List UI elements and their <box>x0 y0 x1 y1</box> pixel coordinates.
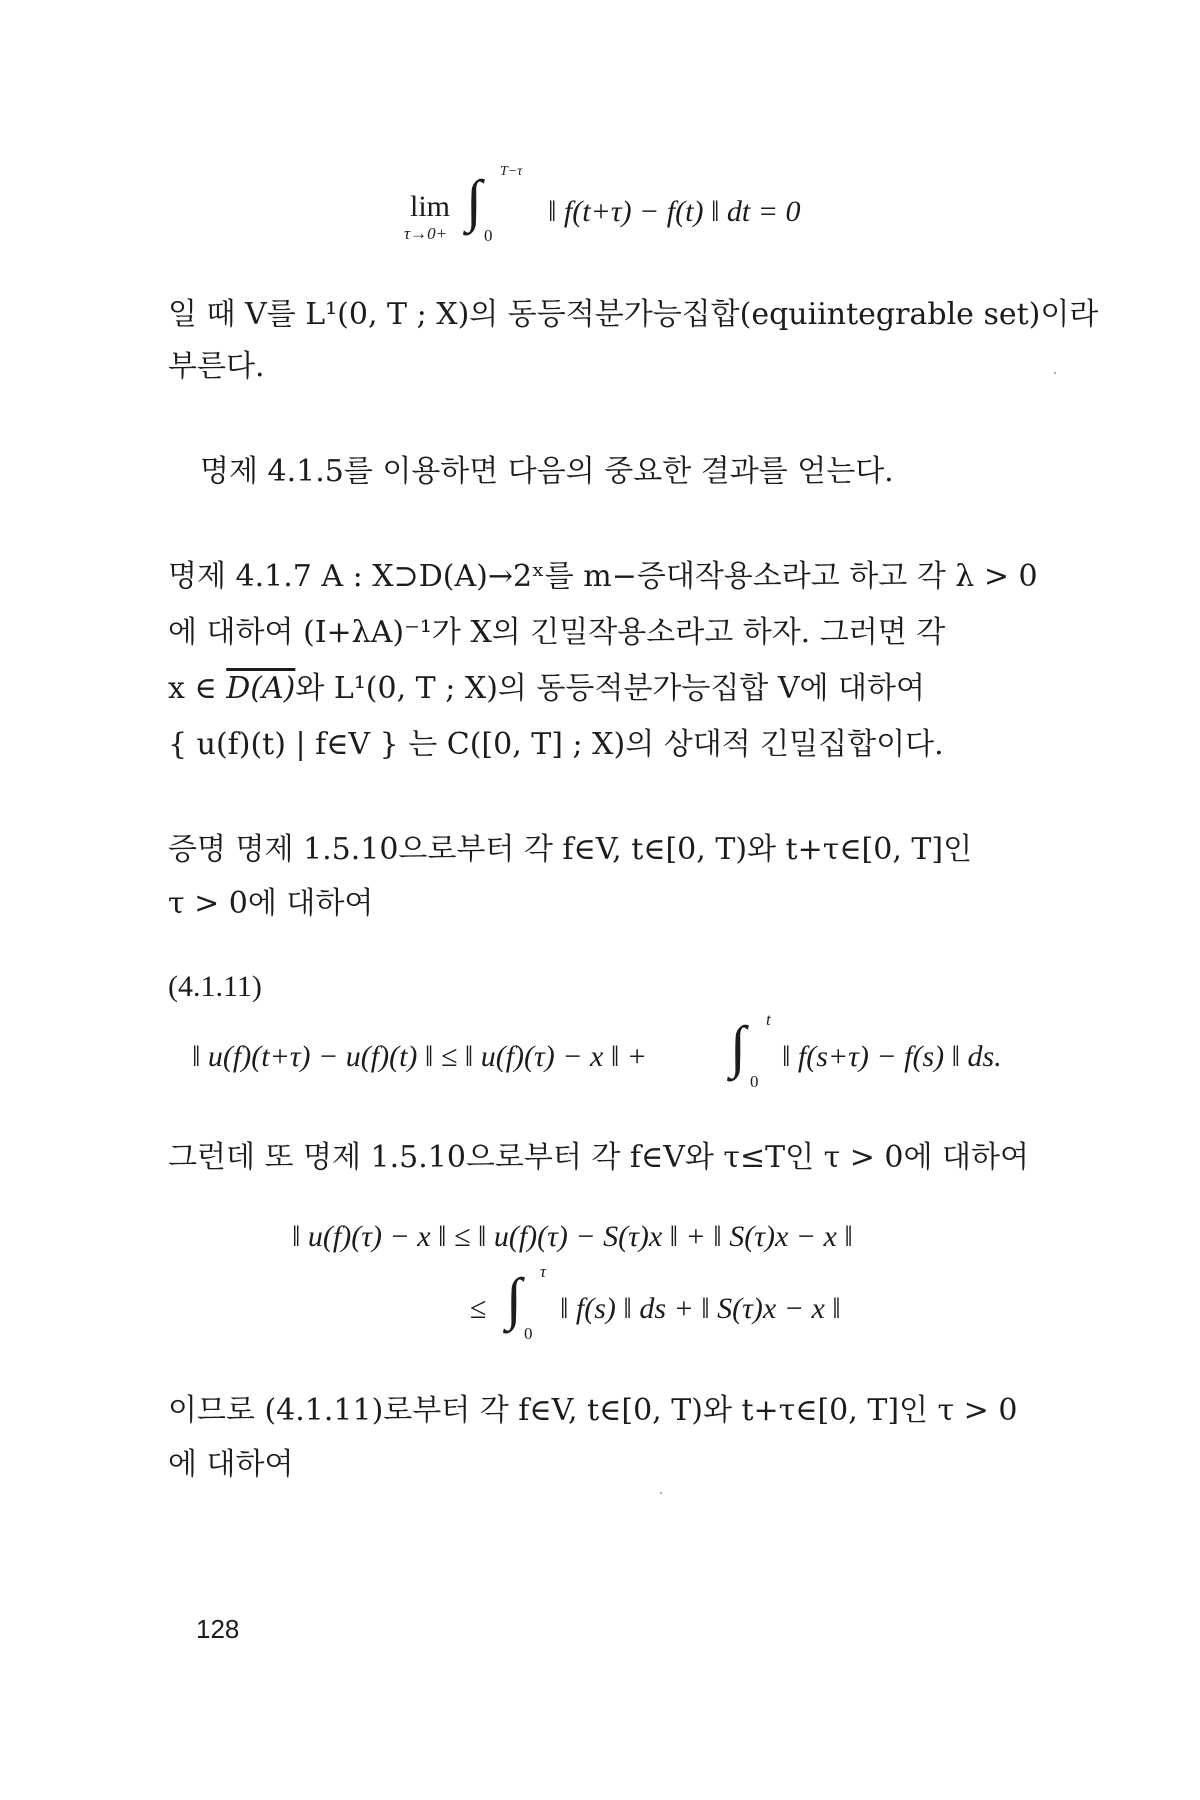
proposition-line-3-rest: 와 L¹(0, T ; X)의 동등적분가능집합 V에 대하여 <box>295 671 925 706</box>
equation-4-1-11-rhs: ‖ f(s+τ) − f(s) ‖ ds. <box>782 1040 1002 1073</box>
paragraph-2: 명제 4.1.5를 이용하면 다음의 중요한 결과를 얻는다. <box>200 454 894 489</box>
integral-lower-limit: 0 <box>524 1324 533 1343</box>
integral-sign: ∫ <box>506 1266 522 1331</box>
proposition-line-3 <box>168 670 925 708</box>
integral-upper-limit: t <box>766 1010 771 1029</box>
proof-line-1: 증명 명제 1.5.10으로부터 각 f∈V, t∈[0, T)와 t+τ∈[0, T]인 <box>168 832 973 867</box>
limit-integrand: ‖ f(t+τ) − f(t) ‖ dt = 0 <box>548 195 801 228</box>
proposition-line-4: { u(f)(t) | f∈V } 는 C([0, T] ; X)의 상대적 긴밀집합이다. <box>168 727 944 762</box>
proposition-line-1: 명제 4.1.7 A : X⊃D(A)→2ˣ를 m−증대작용소라고 하고 각 λ > 0 <box>168 559 1038 594</box>
paragraph-3: 그런데 또 명제 1.5.10으로부터 각 f∈V와 τ≤T인 τ > 0에 대하여 <box>168 1140 1029 1175</box>
integral-lower-limit: 0 <box>750 1072 759 1091</box>
paragraph-4-line-1: 이므로 (4.1.11)로부터 각 f∈V, t∈[0, T)와 t+τ∈[0, T]인 τ > 0 <box>168 1393 1018 1428</box>
scan-speck <box>660 1492 662 1494</box>
inequality-line-2-rest: ‖ f(s) ‖ ds + ‖ S(τ)x − x ‖ <box>560 1292 841 1325</box>
lim-symbol: lim <box>410 190 451 223</box>
integral-sign: ∫ <box>466 168 482 233</box>
integral-sign: ∫ <box>730 1014 746 1079</box>
paragraph-1-line-2: 부른다. <box>168 349 265 384</box>
proposition-line-2: 에 대하여 (I+λA)⁻¹가 X의 긴밀작용소라고 하자. 그러면 각 <box>168 615 946 650</box>
paragraph-4-line-2: 에 대하여 <box>168 1447 294 1482</box>
lim-subscript: τ→0+ <box>404 224 448 243</box>
paragraph-1-line-1: 일 때 V를 L¹(0, T ; X)의 동등적분가능집합(equiintegrable set)이라 <box>168 297 1099 332</box>
equation-4-1-11-lhs: ‖ u(f)(t+τ) − u(f)(t) ‖ ≤ ‖ u(f)(τ) − x ‖ + <box>192 1040 647 1073</box>
closure-of-domain: D(A) <box>226 671 296 706</box>
integral-upper-limit: τ <box>540 1262 547 1281</box>
equation-label: (4.1.11) <box>168 970 262 1003</box>
inequality-line-2-leq: ≤ <box>470 1292 487 1325</box>
inequality-line-1: ‖ u(f)(τ) − x ‖ ≤ ‖ u(f)(τ) − S(τ)x ‖ + ‖ S(τ)x − x ‖ <box>292 1220 853 1253</box>
integral-upper-limit: T−τ <box>500 164 523 179</box>
proposition-x-in: x ∈ <box>168 671 227 706</box>
scan-speck <box>1054 372 1056 374</box>
page-number: 128 <box>196 1614 240 1644</box>
proof-line-2: τ > 0에 대하여 <box>168 886 374 921</box>
integral-lower-limit: 0 <box>484 226 493 245</box>
